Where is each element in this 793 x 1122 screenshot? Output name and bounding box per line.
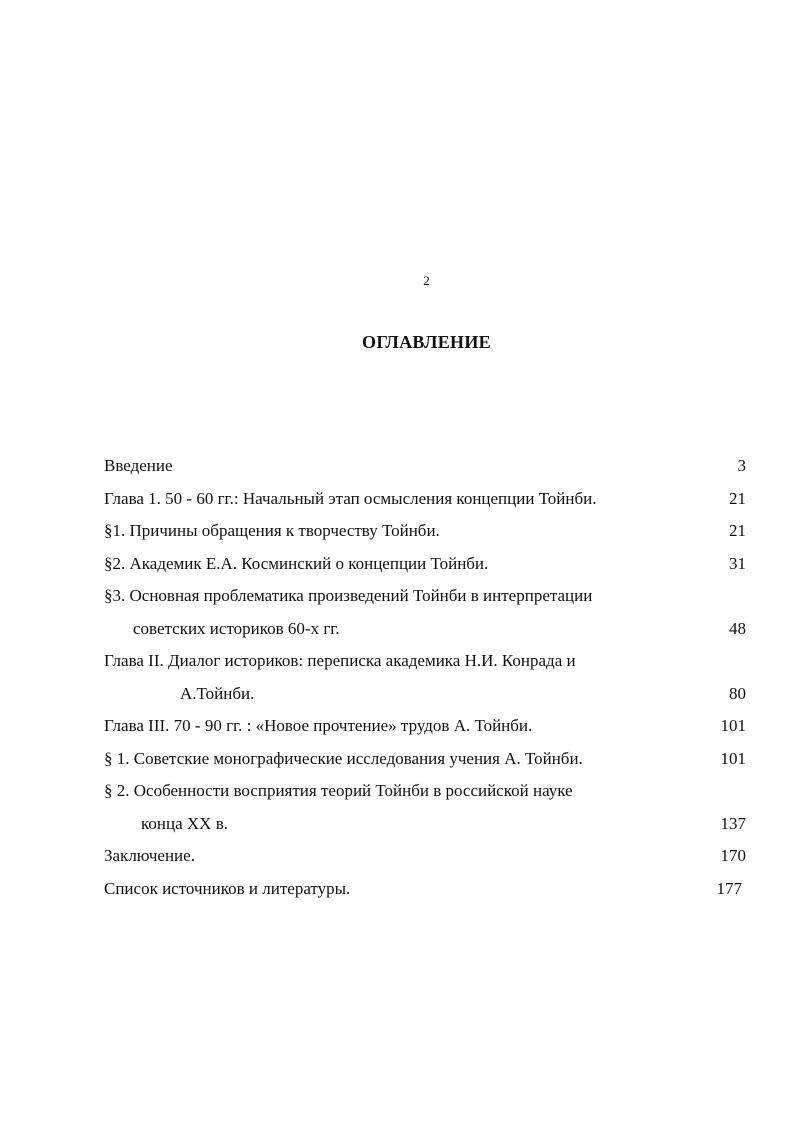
toc-entry — [104, 618, 746, 651]
toc-entry-page: 101 — [720, 748, 746, 768]
table-of-contents — [104, 455, 746, 910]
toc-entry — [104, 488, 746, 521]
toc-entry — [104, 748, 746, 781]
toc-entry-label: § 1. Советские монографические исследования учения А. Тойнби. — [104, 748, 583, 768]
toc-entry-label: Заключение. — [104, 846, 195, 865]
toc-entry — [104, 878, 746, 911]
toc-entry-label: конца XX в. — [141, 813, 228, 833]
toc-entry — [104, 585, 746, 618]
toc-entry-label: А.Тойнби. — [180, 683, 255, 703]
toc-entry-label: §2. Академик Е.А. Косминский о концепции Тойнби. — [104, 553, 489, 573]
toc-entry-label: Введение — [104, 456, 173, 475]
toc-entry-page: 170 — [720, 846, 746, 865]
toc-entry-page: 137 — [720, 813, 746, 833]
toc-entry — [104, 520, 746, 553]
toc-entry-page: 21 — [729, 488, 746, 508]
toc-entry-page: 101 — [720, 716, 746, 735]
toc-entry-page: 3 — [737, 456, 746, 475]
toc-entry-label: Глава 1. 50 - 60 гг.: Начальный этап осмысления концепции Тойнби. — [104, 488, 597, 508]
toc-entry-page: 48 — [729, 618, 746, 638]
page-title: ОГЛАВЛЕНИЕ — [362, 332, 491, 352]
toc-entry-label: § 2. Особенности восприятия теорий Тойнби в российской науке — [104, 781, 573, 800]
toc-entry-label: Глава II. Диалог историков: переписка академика Н.И. Конрада и — [104, 651, 576, 670]
toc-entry — [104, 715, 746, 748]
toc-entry — [104, 813, 746, 846]
toc-entry — [104, 455, 746, 488]
toc-entry — [104, 780, 746, 813]
toc-entry-page: 21 — [729, 521, 746, 540]
toc-entry-page: 80 — [729, 683, 746, 703]
page-number: 2 — [423, 273, 430, 288]
toc-entry — [104, 553, 746, 586]
toc-entry-label: Глава III. 70 - 90 гг. : «Новое прочтение» трудов А. Тойнби. — [104, 716, 533, 735]
toc-entry-label: §1. Причины обращения к творчеству Тойнби. — [104, 521, 440, 540]
toc-entry-page: 31 — [729, 553, 746, 573]
toc-entry — [104, 650, 746, 683]
toc-entry — [104, 845, 746, 878]
toc-entry — [104, 683, 746, 716]
toc-entry-label: советских историков 60-х гг. — [133, 618, 340, 638]
toc-entry-label: §3. Основная проблематика произведений Тойнби в интерпретации — [104, 586, 593, 605]
toc-entry-page: 177 — [716, 878, 742, 898]
toc-entry-label: Список источников и литературы. — [104, 878, 351, 898]
